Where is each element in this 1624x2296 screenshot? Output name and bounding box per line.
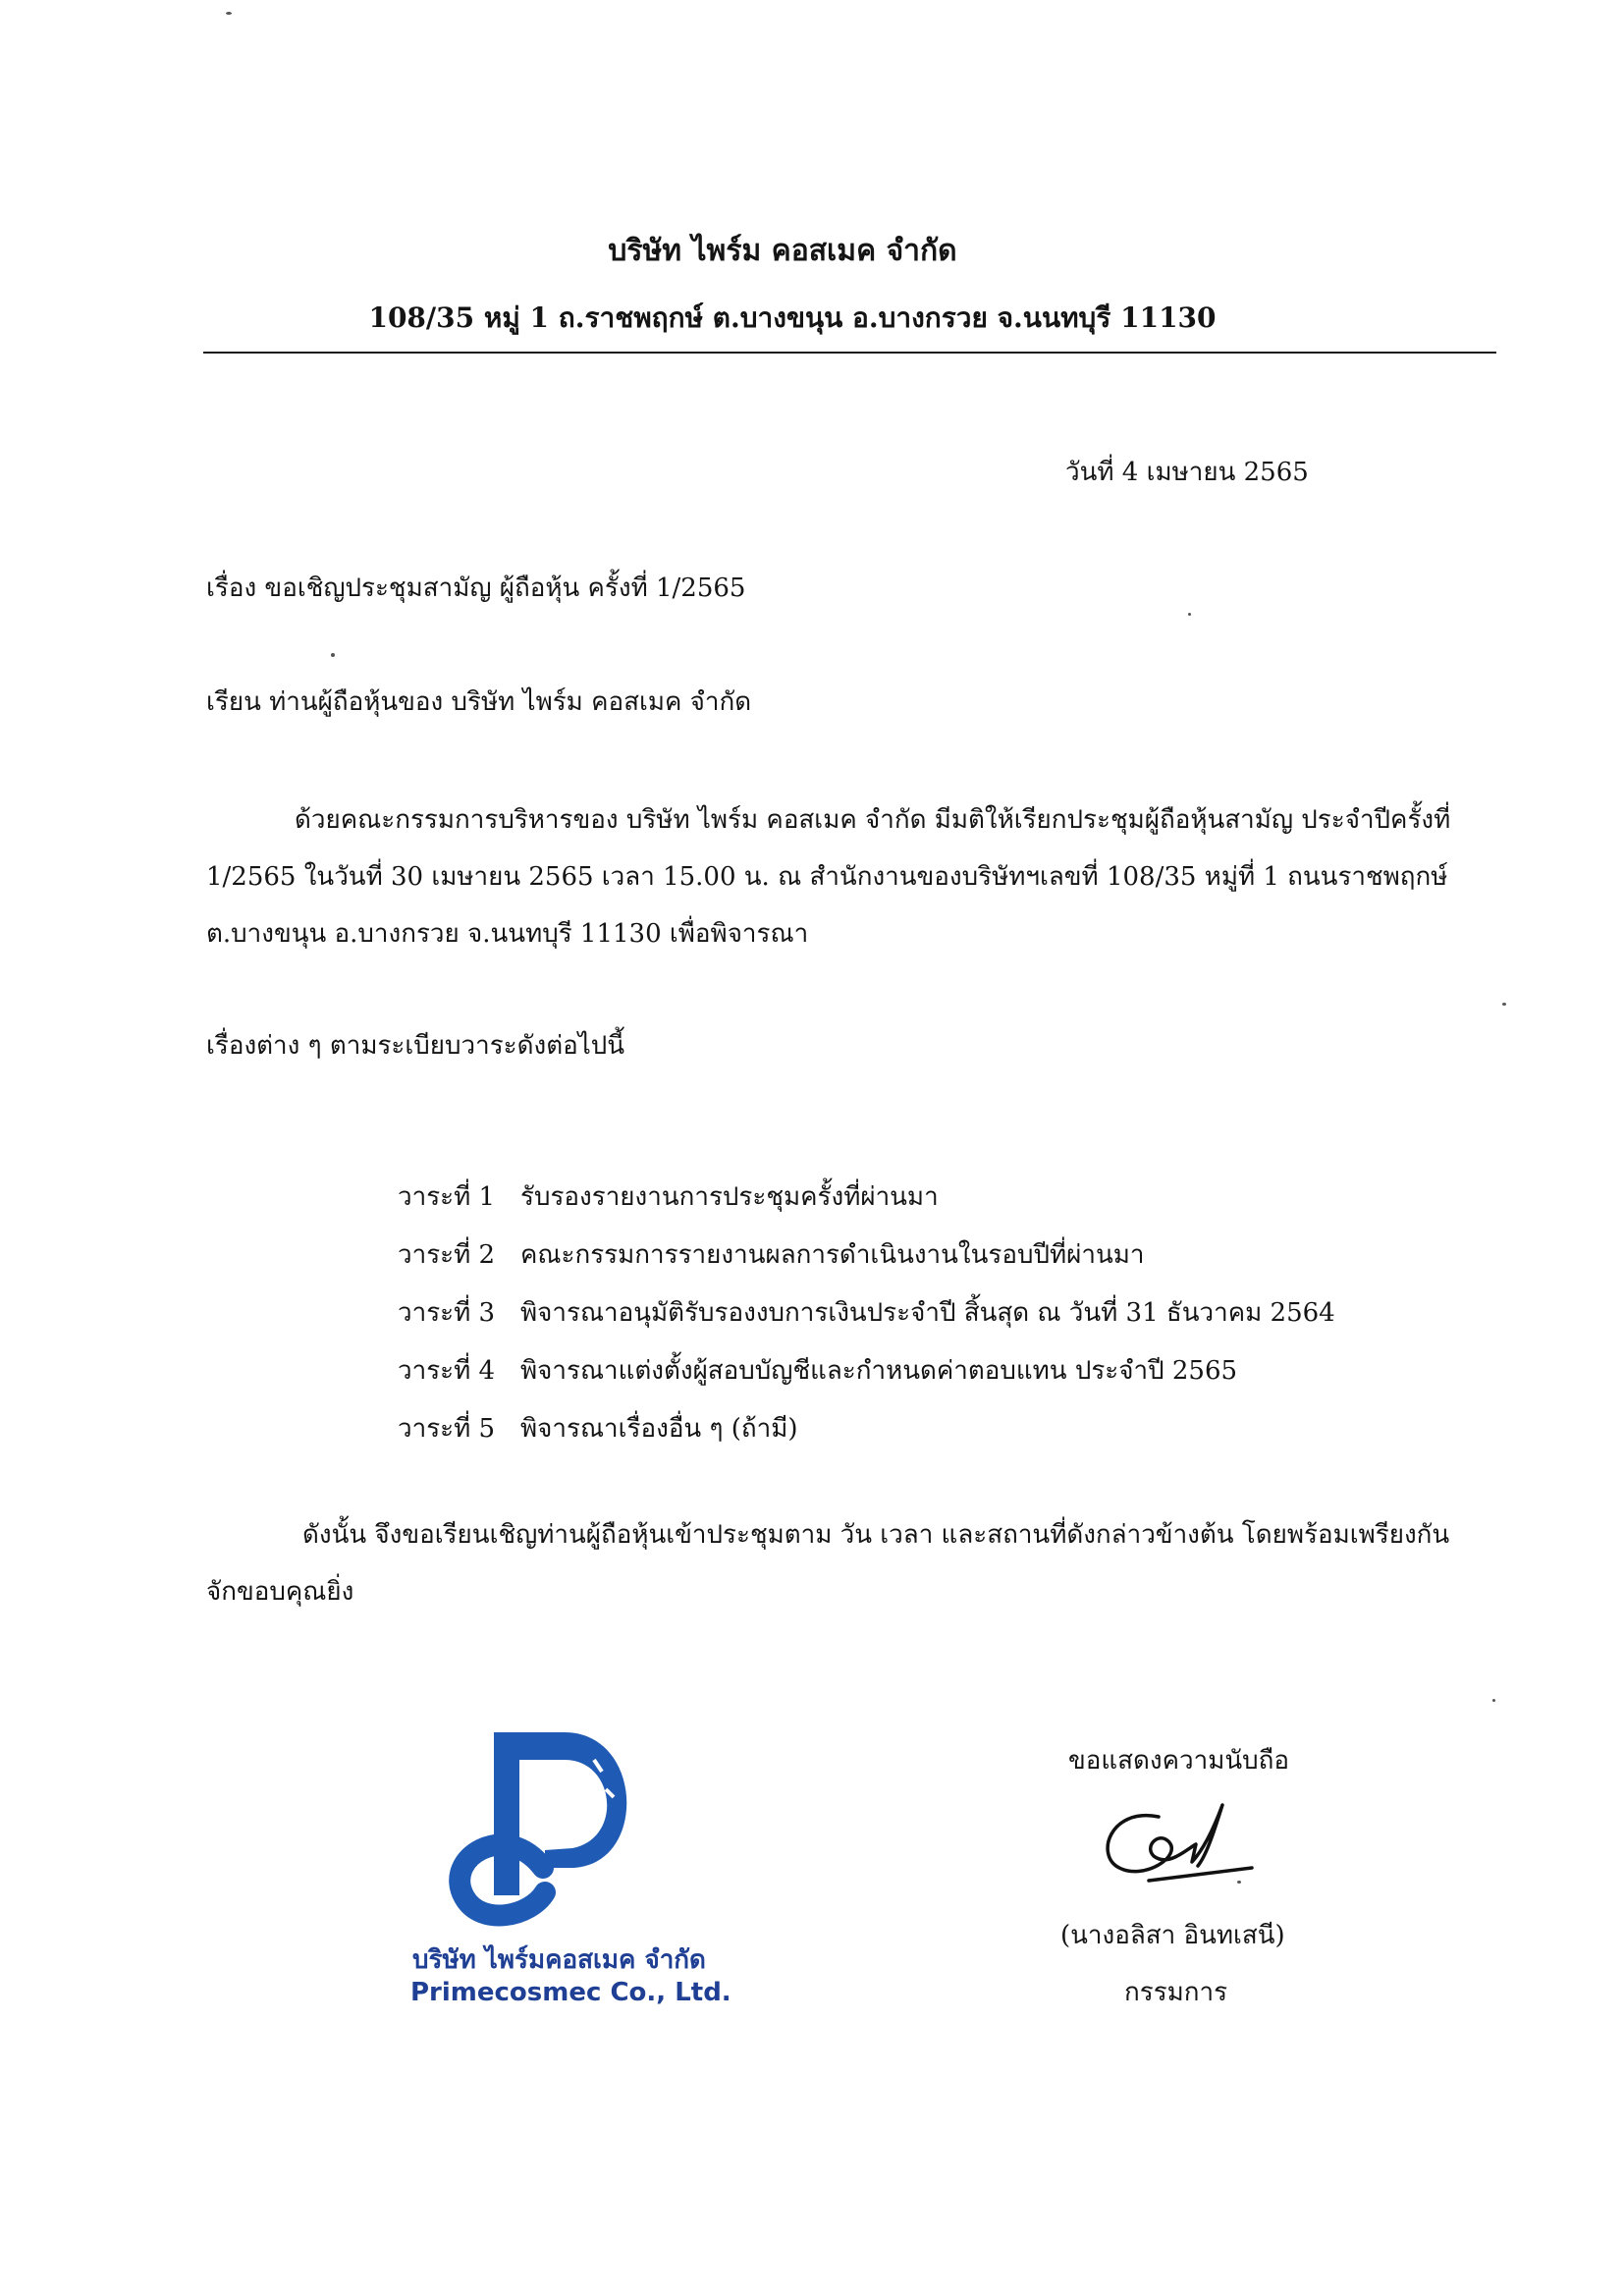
agenda-number: วาระที่ 3 bbox=[398, 1298, 496, 1328]
body-paragraph bbox=[206, 792, 1483, 962]
signer-title: กรรมการ bbox=[1124, 1978, 1228, 2007]
agenda-intro: เรื่องต่าง ๆ ตามระเบียบวาระดังต่อไปนี้ bbox=[206, 1031, 625, 1061]
company-address: 108/35 หมู่ 1 ถ.ราชพฤกษ์ ต.บางขนุน อ.บางกรวย จ.นนทบุรี 11130 bbox=[368, 301, 1217, 334]
closing-paragraph bbox=[206, 1506, 1483, 1620]
logo-name-thai: บริษัท ไพร์มคอสเมค จำกัด bbox=[412, 1945, 706, 1975]
agenda-text: รับรองรายงานการประชุมครั้งที่ผ่านมา bbox=[520, 1182, 939, 1212]
signer-name: (นางอลิสา อินทเสนี) bbox=[1060, 1921, 1285, 1950]
scan-speck bbox=[1188, 613, 1191, 616]
logo-name-english: Primecosmec Co., Ltd. bbox=[410, 1978, 731, 2007]
agenda-item bbox=[398, 1285, 1335, 1342]
scan-speck bbox=[1502, 1003, 1506, 1006]
scan-speck bbox=[226, 12, 232, 15]
agenda-number: วาระที่ 5 bbox=[398, 1414, 496, 1444]
agenda-number: วาระที่ 2 bbox=[398, 1240, 496, 1270]
letter-subject: เรื่อง ขอเชิญประชุมสามัญ ผู้ถือหุ้น ครั้งที่ 1/2565 bbox=[206, 574, 746, 603]
body-text: ด้วยคณะกรรมการบริหารของ บริษัท ไพร์ม คอสเมค จำกัด มีมติให้เรียกประชุมผู้ถือหุ้นสามัญ ประจำปีครั้งที่ 1/2565 ในวันที่ 30 เมษายน 2565 เวลา 15.00 น. ณ สำนักงานของบริษัทฯเลขที่ 108/35 หมู่ที่ 1 ถนนราชพฤกษ์ ต.บางขนุน อ.บางกรวย จ.นนทบุรี 11130 เพื่อพิจารณา bbox=[206, 805, 1451, 949]
company-name: บริษัท ไพร์ม คอสเมค จำกัด bbox=[608, 234, 957, 268]
agenda-item bbox=[398, 1227, 1335, 1285]
agenda-item bbox=[398, 1342, 1335, 1400]
agenda-number: วาระที่ 1 bbox=[398, 1182, 496, 1212]
agenda-text: พิจารณาอนุมัติรับรองงบการเงินประจำปี สิ้นสุด ณ วันที่ 31 ธันวาคม 2564 bbox=[520, 1298, 1335, 1328]
scan-speck bbox=[331, 653, 335, 657]
agenda-item bbox=[398, 1400, 1335, 1458]
scan-speck bbox=[1492, 1699, 1495, 1702]
agenda-list bbox=[398, 1169, 1335, 1458]
agenda-text: พิจารณาเรื่องอื่น ๆ (ถ้ามี) bbox=[520, 1414, 798, 1444]
scan-speck bbox=[1237, 1881, 1241, 1884]
header-divider bbox=[203, 352, 1496, 354]
letter-salutation: เรียน ท่านผู้ถือหุ้นของ บริษัท ไพร์ม คอสเมค จำกัด bbox=[206, 687, 752, 717]
closing-text: ดังนั้น จึงขอเรียนเชิญท่านผู้ถือหุ้นเข้าประชุมตาม วัน เวลา และสถานที่ดังกล่าวข้างต้น โดยพร้อมเพรียงกัน จักขอบคุณยิ่ง bbox=[206, 1520, 1450, 1607]
letter-date: วันที่ 4 เมษายน 2565 bbox=[1065, 458, 1309, 487]
agenda-text: พิจารณาแต่งตั้งผู้สอบบัญชีและกำหนดค่าตอบแทน ประจำปี 2565 bbox=[520, 1356, 1238, 1386]
handwritten-signature bbox=[1090, 1787, 1257, 1895]
agenda-item bbox=[398, 1169, 1335, 1227]
agenda-text: คณะกรรมการรายงานผลการดำเนินงานในรอบปีที่ผ่านมา bbox=[520, 1240, 1145, 1270]
agenda-number: วาระที่ 4 bbox=[398, 1356, 496, 1386]
sign-off-regards: ขอแสดงความนับถือ bbox=[1068, 1746, 1289, 1776]
company-logo-icon bbox=[447, 1721, 658, 1927]
